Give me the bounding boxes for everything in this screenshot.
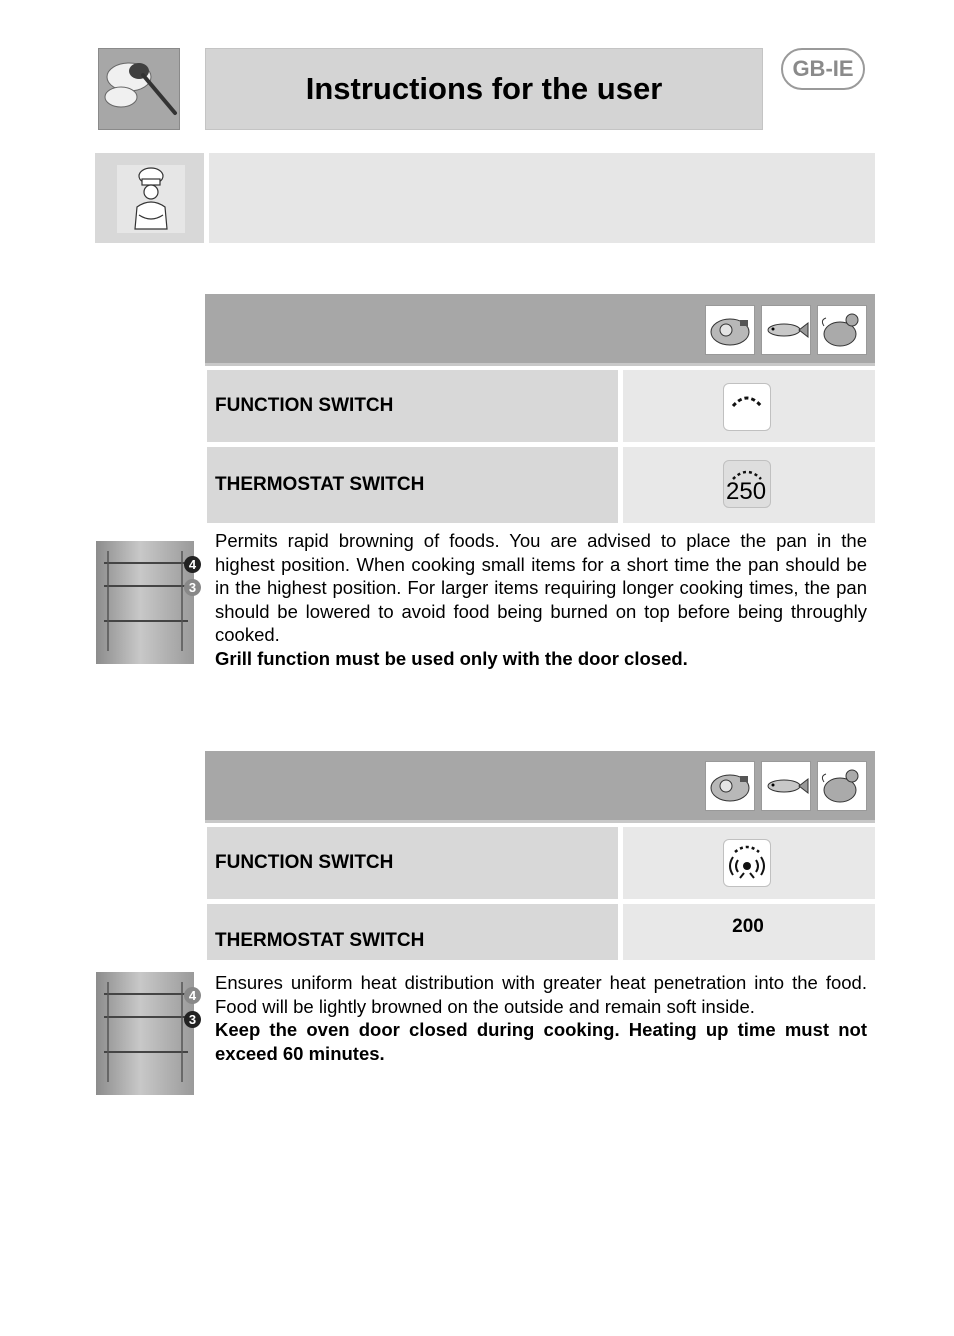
fish-icon [761,761,811,811]
thermostat-switch-label: THERMOSTAT SWITCH [207,904,618,960]
fish-icon [761,305,811,355]
function-switch-label: FUNCTION SWITCH [207,370,618,442]
section-description: Permits rapid browning of foods. You are advised to place the pan in the highest position. When cooking small items for a short time the pan should be in the highest position. For larger items requiring longer cooking times, the pan should be lowered to avoid food being burned on top before being throughly cooked. Grill function must be used only with the door closed. [215,530,867,669]
grill-symbol-icon [723,383,771,431]
chef-cook-icon [117,165,185,233]
fan-grill-symbol-icon [723,839,771,887]
thermostat-value: 200 [732,916,764,937]
info-banner [209,153,875,243]
function-switch-value [623,370,875,442]
thermostat-knob [723,460,771,508]
poultry-icon [817,305,867,355]
thermostat-switch-value [623,904,875,960]
section-description: Ensures uniform heat distribution with greater heat penetration into the food. Food will be lightly browned on the outside and remain soft inside. Keep the oven door closed during cooking. Heating up time must not exceed 60 minutes. [215,972,867,1064]
poultry-icon [817,761,867,811]
section-header [205,294,875,366]
oven-shelf-diagram [96,541,194,664]
function-switch-label: FUNCTION SWITCH [207,827,618,899]
thermostat-switch-label: THERMOSTAT SWITCH [207,447,618,523]
thermostat-value: 250 [726,478,767,505]
shelf-position-number: 3 [184,1011,201,1028]
page-title: Instructions for the user [205,48,763,130]
meat-icon [705,305,755,355]
shelf-position-number: 4 [184,987,201,1004]
shelf-position-number: 3 [184,579,201,596]
shelf-position-number: 4 [184,556,201,573]
section-header [205,751,875,823]
function-switch-value [623,827,875,899]
oven-shelf-diagram [96,972,194,1095]
logo-chef-hat-spoon-icon [98,48,180,130]
meat-icon [705,761,755,811]
language-badge: GB-IE [781,48,865,90]
thermostat-switch-value [623,447,875,523]
